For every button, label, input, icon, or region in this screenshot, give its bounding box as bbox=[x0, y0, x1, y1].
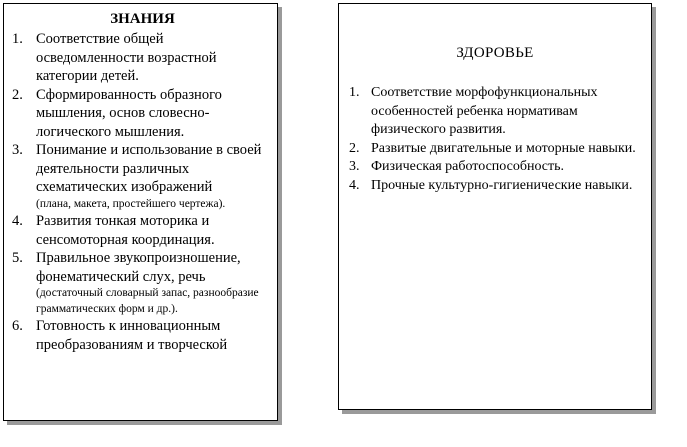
item-text: Физическая работоспособность. bbox=[371, 159, 565, 174]
item-text: Соответствие морфофункциональных особенностей ребенка нормативам физического развития. bbox=[371, 85, 598, 137]
item-number: 4. bbox=[12, 213, 23, 229]
list-item bbox=[12, 212, 273, 249]
item-number: 3. bbox=[12, 142, 23, 158]
item-number: 1. bbox=[12, 31, 23, 47]
list-item bbox=[12, 86, 273, 142]
list-item bbox=[12, 317, 273, 354]
list-item bbox=[12, 141, 273, 212]
health-list bbox=[349, 84, 641, 195]
item-number: 2. bbox=[12, 86, 23, 103]
item-text: Прочные культурно-гигиенические навыки. bbox=[371, 177, 633, 193]
item-text: Развития тонкая моторика и сенсомоторная координация. bbox=[36, 213, 215, 248]
item-text: Развитые двигательные и моторные навыки. bbox=[371, 140, 636, 156]
item-text: Правильное звукопроизношение, фонематический слух, речь bbox=[36, 250, 241, 285]
list-item bbox=[349, 177, 641, 196]
list-item bbox=[349, 158, 641, 177]
knowledge-title: ЗНАНИЯ bbox=[110, 11, 175, 27]
item-text: Понимание и использование в своей деятельности различных схематических изображений bbox=[36, 142, 262, 195]
item-number: 1. bbox=[349, 85, 360, 100]
list-item bbox=[12, 30, 273, 86]
item-number: 4. bbox=[349, 177, 360, 193]
item-number: 6. bbox=[12, 318, 23, 334]
list-item bbox=[349, 84, 641, 140]
item-note: (достаточный словарный запас, разнообразие грамматических форм и др.). bbox=[36, 287, 259, 315]
item-number: 5. bbox=[12, 250, 23, 266]
item-number: 2. bbox=[349, 140, 360, 156]
item-text: Соответствие общей осведомленности возрастной категории детей. bbox=[36, 31, 217, 84]
item-note: (плана, макета, простейшего чертежа). bbox=[36, 197, 226, 210]
item-text: Сформированность образного мышления, основ словесно-логического мышления. bbox=[36, 86, 222, 140]
list-item bbox=[349, 140, 641, 159]
health-title: ЗДОРОВЬЕ bbox=[456, 45, 534, 61]
knowledge-list bbox=[12, 30, 273, 354]
knowledge-box bbox=[3, 3, 278, 421]
health-box bbox=[338, 3, 652, 410]
item-text: Готовность к инновационным преобразованиям и творческой bbox=[36, 318, 228, 353]
item-number: 3. bbox=[349, 159, 360, 174]
list-item bbox=[12, 249, 273, 317]
